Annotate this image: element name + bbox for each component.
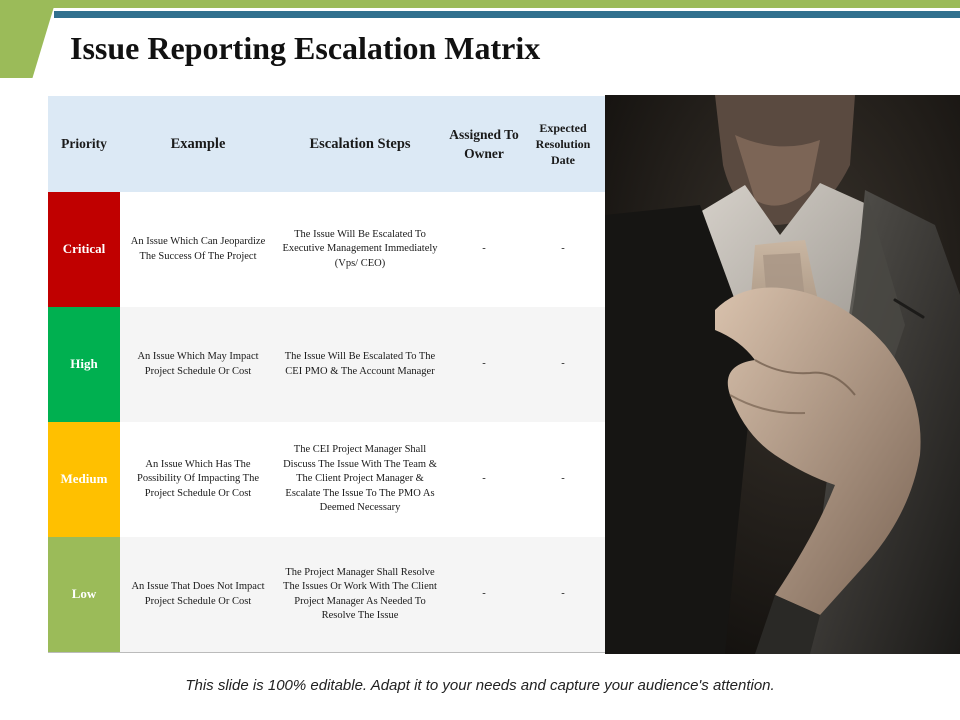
date-cell: - <box>561 588 565 600</box>
header-expected-resolution-date: Expected Resolution Date <box>535 121 591 167</box>
priority-cell-low: Low <box>48 537 120 652</box>
page-title: Issue Reporting Escalation Matrix <box>70 30 541 66</box>
top-accent-bar-blue <box>54 11 960 18</box>
escalation-cell: The Issue Will Be Escalated To The CEI PMO & The Account Manager <box>284 351 436 377</box>
footer-note: This slide is 100% editable. Adapt it to your needs and capture your audience's attention. <box>185 677 775 694</box>
escalation-matrix-table <box>48 96 605 653</box>
owner-cell: - <box>482 243 486 255</box>
escalation-cell: The Project Manager Shall Resolve The Issues Or Work With The Client Project Manager As Needed To Resolve The Issue <box>283 566 437 621</box>
header-assigned-owner: Assigned To Owner <box>449 127 519 161</box>
escalation-cell: The CEI Project Manager Shall Discuss The Issue With The Team & The Client Project Manager & Escalate The Issue To The PMO As Deemed Necessary <box>283 444 437 514</box>
owner-cell: - <box>482 473 486 485</box>
table-row-high <box>48 307 605 422</box>
example-cell: An Issue Which Has The Possibility Of Impacting The Project Schedule Or Cost <box>136 458 259 499</box>
corner-accent-tab <box>0 0 56 78</box>
priority-cell-critical: Critical <box>48 192 120 307</box>
owner-cell: - <box>482 358 486 370</box>
table-header-row <box>48 96 605 192</box>
owner-cell: - <box>482 588 486 600</box>
table-row-low <box>48 537 605 652</box>
priority-cell-medium: Medium <box>48 422 120 537</box>
example-cell: An Issue Which May Impact Project Schedule Or Cost <box>137 351 259 377</box>
example-cell: An Issue That Does Not Impact Project Schedule Or Cost <box>131 581 265 607</box>
table-row-medium <box>48 422 605 537</box>
table-bottom-border <box>48 652 605 653</box>
table-row-critical <box>48 192 605 307</box>
businessman-adjusting-tie-photo <box>605 95 960 654</box>
escalation-cell: The Issue Will Be Escalated To Executive Management Immediately (Vps/ CEO) <box>282 228 438 269</box>
example-cell: An Issue Which Can Jeopardize The Success Of The Project <box>130 236 266 262</box>
header-priority: Priority <box>61 136 107 151</box>
date-cell: - <box>561 358 565 370</box>
priority-cell-high: High <box>48 307 120 422</box>
date-cell: - <box>561 473 565 485</box>
header-escalation-steps: Escalation Steps <box>309 135 411 152</box>
top-accent-bar-green <box>0 0 960 8</box>
date-cell: - <box>561 243 565 255</box>
header-example: Example <box>170 135 226 152</box>
